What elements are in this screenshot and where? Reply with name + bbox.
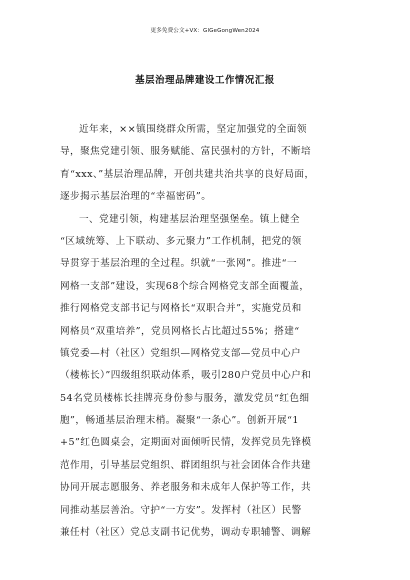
- body-line: 胞”，畅通基层治理末梢。凝聚“一条心”。创新开展“1: [60, 415, 299, 427]
- body-line: 一、党建引领，构建基层治理坚强堡垒。镇上健全: [79, 213, 300, 225]
- body-line: 近年来，××镇围绕群众所需，坚定加强党的全面领: [79, 124, 307, 135]
- body-line: 54名党员楼栋长挂牌亮身份参与服务，激发党员“红色细: [60, 392, 310, 404]
- body-line: 同推动基层善治。守护“一方安”。发挥村（社区）民警: [60, 504, 302, 516]
- header-note: 更多免费公文+VX：GlGeGongWen2024: [150, 28, 260, 34]
- body-line: 导贯穿于基层治理的全过程。织就“一张网”。推进“一: [60, 258, 298, 270]
- document-body: [60, 119, 354, 544]
- body-line: 育“xxx、”基层治理品牌，开创共建共治共享的良好局面，: [60, 168, 315, 180]
- body-line: 范作用，引导基层党组织、群团组织与社会团体合作共建: [60, 459, 312, 471]
- body-line: 推行网格党支部书记与网格长“双职合并”，实施党员和: [60, 303, 302, 315]
- body-line: 导，聚焦党建引领、服务赋能、富民强村的方针，不断培: [60, 146, 312, 158]
- body-line: 网格员“双重培养”，党员网格长占比超过55%；搭建“: [60, 325, 300, 337]
- body-line: 网格一支部”建设，实现68个综合网格党支部全面覆盖，: [60, 280, 310, 292]
- body-line: 协同开展志愿服务、养老服务和未成年人保护等工作，共: [60, 482, 312, 494]
- body-line: （楼栋长）”四级组织联动体系，吸引280户党员中心户和: [60, 370, 312, 382]
- body-line: +5”红色圆桌会，定期面对面倾听民情，发挥党员先锋模: [60, 437, 312, 449]
- document-title: 基层治理品牌建设工作情况汇报: [135, 75, 275, 86]
- body-line: 逐步揭示基层治理的“幸福密码”。: [60, 191, 212, 203]
- body-line: 兼任村（社区）党总支副书记优势，调动专职辅警、调解: [60, 527, 312, 539]
- body-line: “区域统筹、上下联动、多元聚力”工作机制，把党的领: [60, 235, 302, 247]
- body-line: 镇党委—村（社区）党组织—网格党支部—党员中心户: [60, 347, 302, 359]
